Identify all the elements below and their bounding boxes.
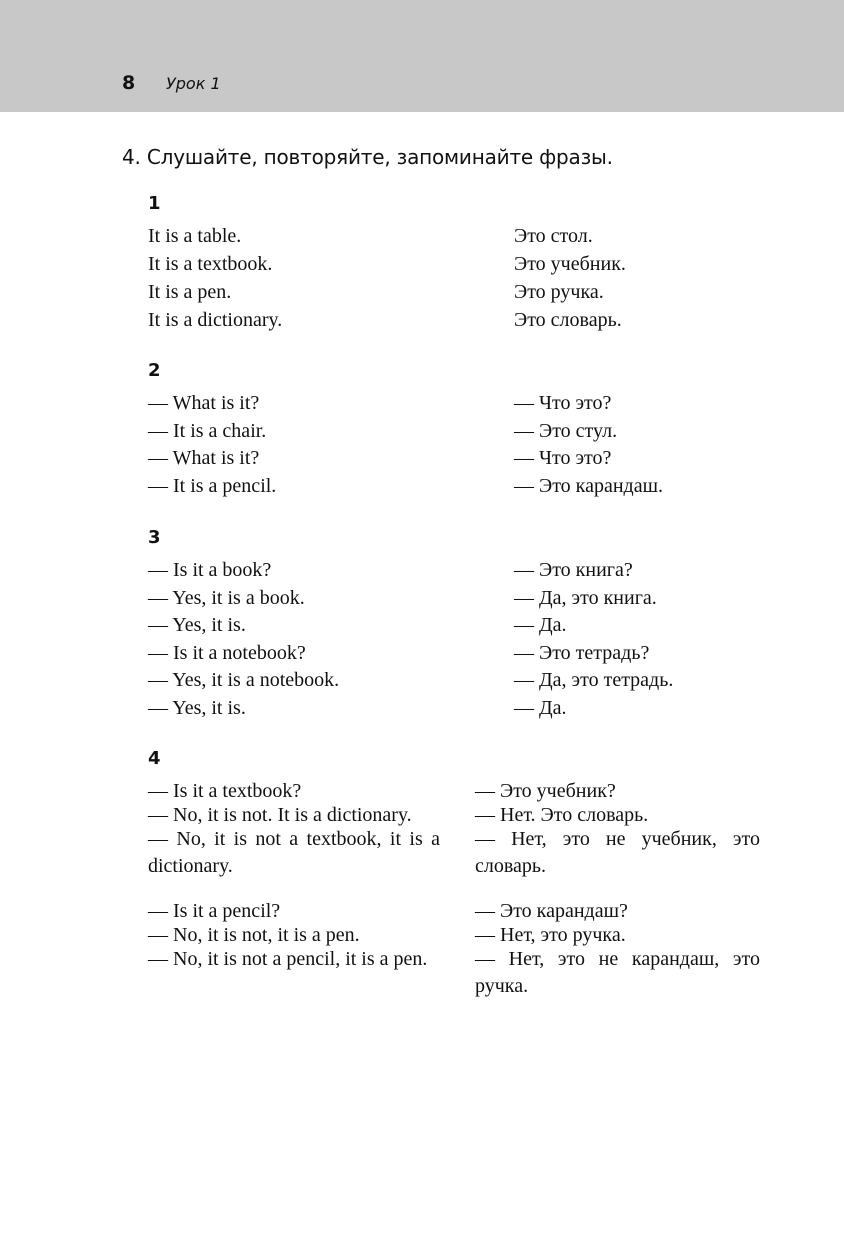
phrase-ru: — Это карандаш. bbox=[514, 475, 664, 497]
phrase-ru: — Нет, это ручка. bbox=[475, 924, 626, 946]
phrase-ru: — Это карандаш? bbox=[475, 900, 628, 922]
phrase-en: — No, it is not, it is a pen. bbox=[148, 924, 360, 946]
phrase-ru: — Нет. Это словарь. bbox=[475, 804, 649, 826]
phrase-en: It is a dictionary. bbox=[148, 309, 283, 331]
phrase-ru: Это словарь. bbox=[514, 309, 622, 331]
phrase-ru: Это ручка. bbox=[514, 281, 604, 303]
page-header-band bbox=[0, 0, 844, 112]
phrase-en: — Yes, it is a book. bbox=[148, 587, 305, 609]
phrase-en: — No, it is not. It is a dictionary. bbox=[148, 804, 412, 826]
phrase-en: — Yes, it is. bbox=[148, 614, 246, 636]
phrase-ru: — Это стул. bbox=[514, 420, 618, 442]
phrase-en: — What is it? bbox=[148, 447, 260, 469]
phrase-en: — It is a pencil. bbox=[148, 475, 277, 497]
phrase-en: — Yes, it is a notebook. bbox=[148, 669, 340, 691]
phrase-en: — It is a chair. bbox=[148, 420, 267, 442]
phrase-ru: Это стол. bbox=[514, 225, 593, 247]
phrase-en-wrapped: — No, it is not a textbook, it is a dictionary. bbox=[148, 828, 440, 877]
phrase-ru: — Это тетрадь? bbox=[514, 642, 650, 664]
phrase-en: — Is it a notebook? bbox=[148, 642, 306, 664]
phrase-en: — Is it a pencil? bbox=[148, 900, 281, 922]
phrase-en: — What is it? bbox=[148, 392, 260, 414]
phrase-en: — Yes, it is. bbox=[148, 697, 246, 719]
phrase-en-wrapped: — No, it is not a pencil, it is a pen. bbox=[148, 948, 428, 970]
phrase-ru-wrapped: — Нет, это не карандаш, это ручка. bbox=[475, 948, 760, 997]
phrase-ru: — Да. bbox=[514, 697, 567, 719]
phrase-ru: — Что это? bbox=[514, 392, 612, 414]
phrase-ru: Это учебник. bbox=[514, 253, 626, 275]
phrase-en: It is a table. bbox=[148, 225, 242, 247]
phrase-en: — Is it a textbook? bbox=[148, 780, 302, 802]
lesson-title: Урок 1 bbox=[166, 74, 221, 93]
phrase-ru: — Да. bbox=[514, 614, 567, 636]
page-number: 8 bbox=[122, 72, 136, 94]
phrase-ru: — Что это? bbox=[514, 447, 612, 469]
exercise-title: 4. Слушайте, повторяйте, запоминайте фразы. bbox=[122, 145, 613, 169]
phrase-ru: — Это книга? bbox=[514, 559, 633, 581]
phrase-ru: — Это учебник? bbox=[475, 780, 616, 802]
phrase-en: It is a pen. bbox=[148, 281, 232, 303]
phrase-ru: — Да, это книга. bbox=[514, 587, 657, 609]
section-number-1: 1 bbox=[148, 193, 161, 214]
phrase-en: It is a textbook. bbox=[148, 253, 273, 275]
phrase-ru: — Да, это тетрадь. bbox=[514, 669, 674, 691]
section-number-4: 4 bbox=[148, 748, 161, 769]
phrase-ru-wrapped: — Нет, это не учебник, это словарь. bbox=[475, 828, 760, 877]
section-number-2: 2 bbox=[148, 360, 161, 381]
phrase-en: — Is it a book? bbox=[148, 559, 272, 581]
section-number-3: 3 bbox=[148, 527, 161, 548]
